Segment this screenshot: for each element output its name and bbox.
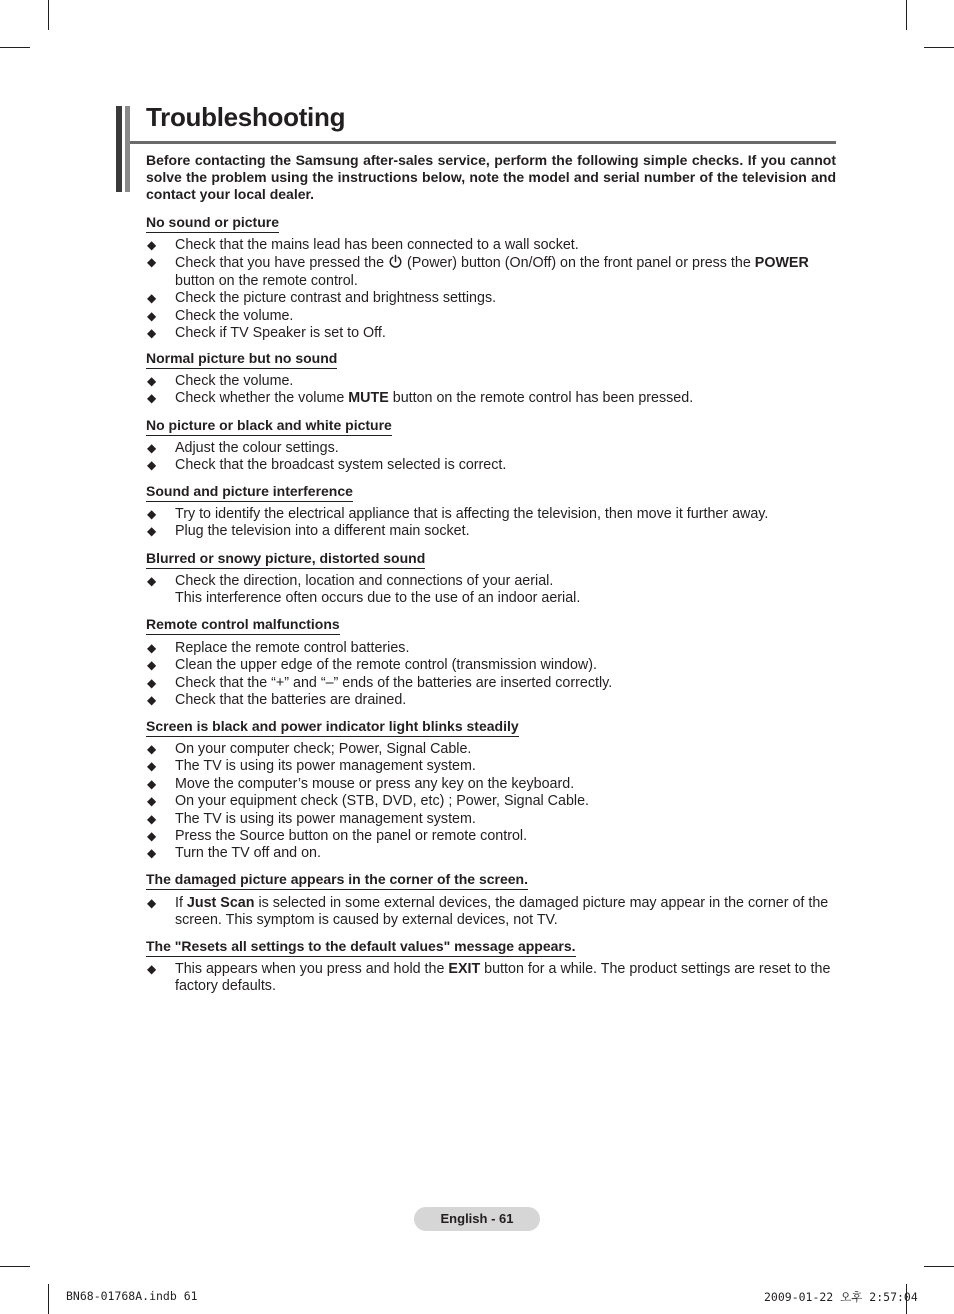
crop-mark (0, 47, 30, 48)
diamond-bullet-icon: ◆ (147, 291, 157, 306)
item-text: Check the picture contrast and brightness settings. (175, 290, 497, 307)
item-text: Press the Source button on the panel or remote control. (175, 828, 528, 845)
item-text: If Just Scan is selected in some external devices, the damaged picture may appear in the corner of the screen. This symptom is caused by external devices, not TV. (175, 895, 829, 929)
list-item (146, 325, 836, 342)
section-heading: Sound and picture interference (146, 483, 353, 502)
diamond-bullet-icon: ◆ (147, 574, 157, 588)
item-text: Check that the mains lead has been connected to a wall socket. (175, 237, 579, 253)
list-item (146, 758, 836, 775)
item-text: On your computer check; Power, Signal Cable. (175, 741, 472, 757)
diamond-bullet-icon: ◆ (147, 255, 157, 270)
list-item (146, 440, 836, 457)
list-item (146, 657, 836, 674)
item-text: Check if TV Speaker is set to Off. (175, 325, 386, 342)
crop-mark (906, 0, 907, 30)
diamond-bullet-icon: ◆ (147, 675, 157, 690)
title-accent-bar (116, 106, 122, 192)
crop-mark (48, 0, 49, 30)
diamond-bullet-icon: ◆ (147, 829, 157, 844)
diamond-bullet-icon: ◆ (147, 641, 157, 655)
list-item (146, 692, 836, 709)
bullet-list (146, 440, 836, 475)
item-text: Check the volume. (175, 307, 294, 324)
list-item (146, 828, 836, 845)
section-heading: No picture or black and white picture (146, 417, 392, 436)
list-item (146, 776, 836, 793)
bullet-list (146, 237, 836, 342)
item-text: Replace the remote control batteries. (175, 640, 410, 656)
crop-mark (0, 1266, 30, 1267)
diamond-bullet-icon: ◆ (147, 794, 157, 809)
diamond-bullet-icon: ◆ (147, 658, 157, 673)
list-item (146, 254, 836, 290)
section-heading: Screen is black and power indicator light blinks steadily (146, 718, 519, 737)
item-text: On your equipment check (STB, DVD, etc) ; Power, Signal Cable. (175, 793, 589, 810)
list-item (146, 506, 836, 523)
list-item (146, 237, 836, 254)
list-item (146, 793, 836, 810)
diamond-bullet-icon: ◆ (147, 238, 157, 252)
diamond-bullet-icon: ◆ (147, 776, 157, 791)
diamond-bullet-icon: ◆ (147, 524, 157, 539)
item-text: Check whether the volume MUTE button on the remote control has been pressed. (175, 390, 694, 407)
crop-mark (48, 1284, 49, 1314)
list-item (146, 523, 836, 540)
diamond-bullet-icon: ◆ (147, 308, 157, 323)
title-accent-bar (125, 106, 130, 192)
item-text: The TV is using its power management system. (175, 758, 476, 775)
diamond-bullet-icon: ◆ (147, 507, 157, 521)
item-text: Move the computer’s mouse or press any key on the keyboard. (175, 775, 575, 792)
item-text: Check that the “+” and “–” ends of the batteries are inserted correctly. (175, 674, 613, 691)
diamond-bullet-icon: ◆ (147, 374, 157, 388)
diamond-bullet-icon: ◆ (147, 326, 157, 341)
item-text: Check the volume. (175, 373, 294, 389)
bullet-list (146, 895, 836, 930)
item-text: This appears when you press and hold the EXIT button for a while. The product settings are reset to the factory defaults. (175, 961, 831, 995)
keyword: EXIT (448, 961, 481, 977)
title-rule (130, 141, 836, 144)
bullet-list (146, 741, 836, 863)
section-heading: Blurred or snowy picture, distorted sound (146, 550, 425, 569)
list-item (146, 573, 836, 608)
list-item (146, 961, 836, 996)
item-text: Check that the broadcast system selected is correct. (175, 457, 507, 474)
item-text: Check the direction, location and connections of your aerial. This interference often occurs due to the use of an indoor aerial. (175, 573, 581, 607)
item-text: The TV is using its power management system. (175, 810, 476, 827)
diamond-bullet-icon: ◆ (147, 811, 157, 826)
list-item (146, 457, 836, 474)
list-item (146, 895, 836, 930)
power-icon (388, 254, 403, 269)
item-text: Clean the upper edge of the remote control (transmission window). (175, 657, 597, 674)
section-heading: The damaged picture appears in the corner of the screen. (146, 871, 528, 890)
bullet-list (146, 961, 836, 996)
section-heading: No sound or picture (146, 214, 279, 233)
page-title: Troubleshooting (146, 102, 346, 132)
bullet-list (146, 640, 836, 710)
item-text: Plug the television into a different main socket. (175, 523, 470, 540)
item-text: Try to identify the electrical appliance that is affecting the television, then move it further away. (175, 506, 769, 522)
list-item (146, 290, 836, 307)
diamond-bullet-icon: ◆ (147, 391, 157, 406)
item-text: Check that the batteries are drained. (175, 692, 407, 709)
crop-mark (924, 1266, 954, 1267)
bullet-list (146, 373, 836, 408)
diamond-bullet-icon: ◆ (147, 441, 157, 455)
diamond-bullet-icon: ◆ (147, 458, 157, 473)
section-heading: The "Resets all settings to the default values" message appears. (146, 938, 576, 957)
item-text: Turn the TV off and on. (175, 845, 321, 862)
item-text: Check that you have pressed the (Power) button (On/Off) on the front panel or press the POWER button on the remote control. (175, 255, 809, 289)
list-item (146, 811, 836, 828)
bullet-list (146, 573, 836, 608)
diamond-bullet-icon: ◆ (147, 962, 157, 976)
page-number-badge: English - 61 (414, 1207, 540, 1231)
list-item (146, 845, 836, 862)
item-text: Adjust the colour settings. (175, 440, 339, 456)
footer-file-label: BN68-01768A.indb 61 (66, 1289, 198, 1303)
list-item (146, 640, 836, 657)
list-item (146, 675, 836, 692)
footer-timestamp: 2009-01-22 오후 2:57:04 (764, 1290, 918, 1304)
list-item (146, 373, 836, 390)
intro-paragraph: Before contacting the Samsung after-sales service, perform the following simple checks. If you cannot solve the problem using the instructions below, note the model and serial number of the television and contact your local dealer. (146, 152, 836, 202)
diamond-bullet-icon: ◆ (147, 742, 157, 756)
diamond-bullet-icon: ◆ (147, 896, 157, 910)
list-item (146, 741, 836, 758)
diamond-bullet-icon: ◆ (147, 693, 157, 708)
section-heading: Remote control malfunctions (146, 616, 340, 635)
list-item (146, 308, 836, 325)
crop-mark (924, 47, 954, 48)
section-heading: Normal picture but no sound (146, 350, 337, 369)
keyword: Just Scan (186, 895, 255, 911)
diamond-bullet-icon: ◆ (147, 846, 157, 861)
diamond-bullet-icon: ◆ (147, 759, 157, 774)
bullet-list (146, 506, 836, 541)
keyword: POWER (754, 255, 809, 272)
keyword: MUTE (348, 390, 389, 407)
list-item (146, 390, 836, 407)
